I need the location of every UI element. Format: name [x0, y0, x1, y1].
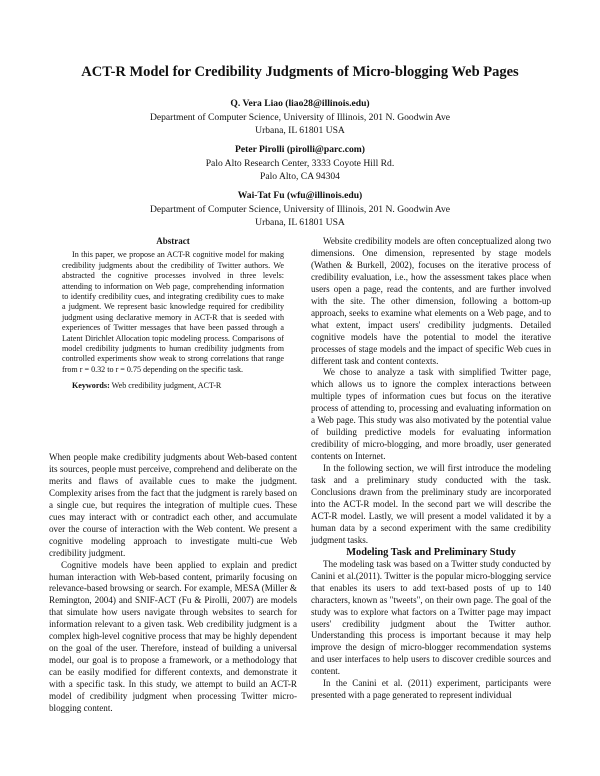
- author-affiliation: Palo Alto Research Center, 3333 Coyote Hill Rd.: [205, 157, 395, 169]
- body-paragraph: Website credibility models are often conceptualized along two dimensions. One dimension, represented by stage models (Wathen & Burkell, 2002), focuses on the iterative process of credibility evaluation, i.e., how the assessment takes place when users open a page, read the contents, and are further involved with the site. The other dimension, following a bottom-up approach, seeks to examine what elements on a Web page, and to what extent, impact users' credibility judgments. Detailed cognitive models have the potential to model the iterative processes of stage models and the impact of specific Web cues in different task and content contexts.: [311, 236, 551, 366]
- author-block-3: [0, 189, 600, 230]
- abstract-heading: Abstract: [156, 236, 190, 246]
- author-name: Q. Vera Liao (liao28@illinois.edu): [230, 98, 370, 109]
- body-paragraph: When people make credibility judgments about Web-based content its sources, people must perceive, comprehend and deliberate on the merits and flaws of available cues to make the judgment. Complexity arises from the fact that the judgment is rarely based on a single cue, but requires the integration of multiple cues. These cues may interact with or contradict each other, and accumulate over the course of interaction with the Web content. We present a cognitive modeling approach to investigate multi-cue Web credibility judgment.: [49, 452, 297, 558]
- abstract-text: In this paper, we propose an ACT-R cognitive model for making credibility judgments about the credibility of Twitter authors. We abstracted the cognitive processes involved in three levels: attending to information on Web page, comprehending information to identify credibility cues, and integrating credibility cues to make a judgment. We represent basic knowledge required for credibility judgment using declarative memory in ACT-R that is seeded with experiences of Twitter messages that have been passed through a Latent Dirichlet Allocation topic modeling process. Comparisons of model credibility judgments to human credibility judgments from controlled experiments show weak to strong correlations that range from r = 0.32 to r = 0.75 depending on the specific task.: [62, 250, 284, 374]
- author-name: Wai-Tat Fu (wfu@illinois.edu): [237, 190, 363, 201]
- keywords: [62, 381, 284, 391]
- body-paragraph: Cognitive models have been applied to explain and predict human interaction with Web-based content, primarily focusing on relevance-based browsing or search. For example, MESA (Miller & Remington, 2004) and SNIF-ACT (Fu & Pirolli, 2007) are models that simulate how users navigate through websites to search for information relevant to a given task. Web credibility judgment is a complex high-level cognitive process that may be highly dependent on the goal of the user. Therefore, instead of building a universal model, our goal is to propose a framework, or a methodology that can be easily modified for different contexts, and demonstrate it with a specific task. In this study, we attempt to build an ACT-R model of credibility judgment when processing Twitter micro-blogging content.: [49, 559, 297, 714]
- body-paragraph: We chose to analyze a task with simplified Twitter page, which allows us to ignore the complex interactions between multiple types of information cues but focus on the iterative process of attending to, processing and evaluating information on a Web page. This study was also motivated by the potential value of building predictive models for evaluating information credibility of micro-blogging, and more broadly, user generated contents on Internet.: [311, 367, 551, 462]
- author-affiliation: Department of Computer Science, University of Illinois, 201 N. Goodwin Ave: [149, 111, 451, 123]
- author-name: Peter Pirolli (pirolli@parc.com): [235, 144, 365, 155]
- paper-title: ACT-R Model for Credibility Judgments of Micro-blogging Web Pages: [81, 64, 519, 80]
- right-column: [311, 236, 551, 702]
- author-block-2: [0, 143, 600, 184]
- author-address: Urbana, IL 61801 USA: [255, 125, 345, 137]
- author-block-1: [0, 97, 600, 138]
- author-address: Palo Alto, CA 94304: [260, 171, 340, 183]
- body-paragraph: In the Canini et al. (2011) experiment, participants were presented with a page generated to represent individual: [311, 678, 551, 701]
- keywords-label: Keywords:: [72, 381, 110, 391]
- body-paragraph: In the following section, we will first introduce the modeling task and a preliminary study conducted with the task. Conclusions drawn from the preliminary study are incorporated into the ACT-R model. In the second part we will describe the ACT-R model. Lastly, we will present a model validated it by a human data by a second experiment with the same credibility judgment tasks.: [311, 463, 551, 545]
- author-address: Urbana, IL 61801 USA: [255, 217, 345, 229]
- abstract: [62, 236, 284, 392]
- body-paragraph: The modeling task was based on a Twitter study conducted by Canini et al.(2011). Twitter is the popular micro-blogging service that enables its users to add text-based posts of up to 140 characters, known as "tweets", on their own page. The goal of the study was to explore what factors on a Twitter page may impact users' credibility judgment about the Twitter author. Understanding this process is important because it may help improve the design of micro-blogger recommendation systems and user interfaces to help users to discover credible sources and content.: [311, 558, 551, 677]
- keywords-text: Web credibility judgment, ACT-R: [111, 381, 222, 391]
- section-heading: Modeling Task and Preliminary Study: [346, 546, 516, 558]
- left-column: [49, 452, 297, 715]
- author-affiliation: Department of Computer Science, University of Illinois, 201 N. Goodwin Ave: [149, 203, 451, 215]
